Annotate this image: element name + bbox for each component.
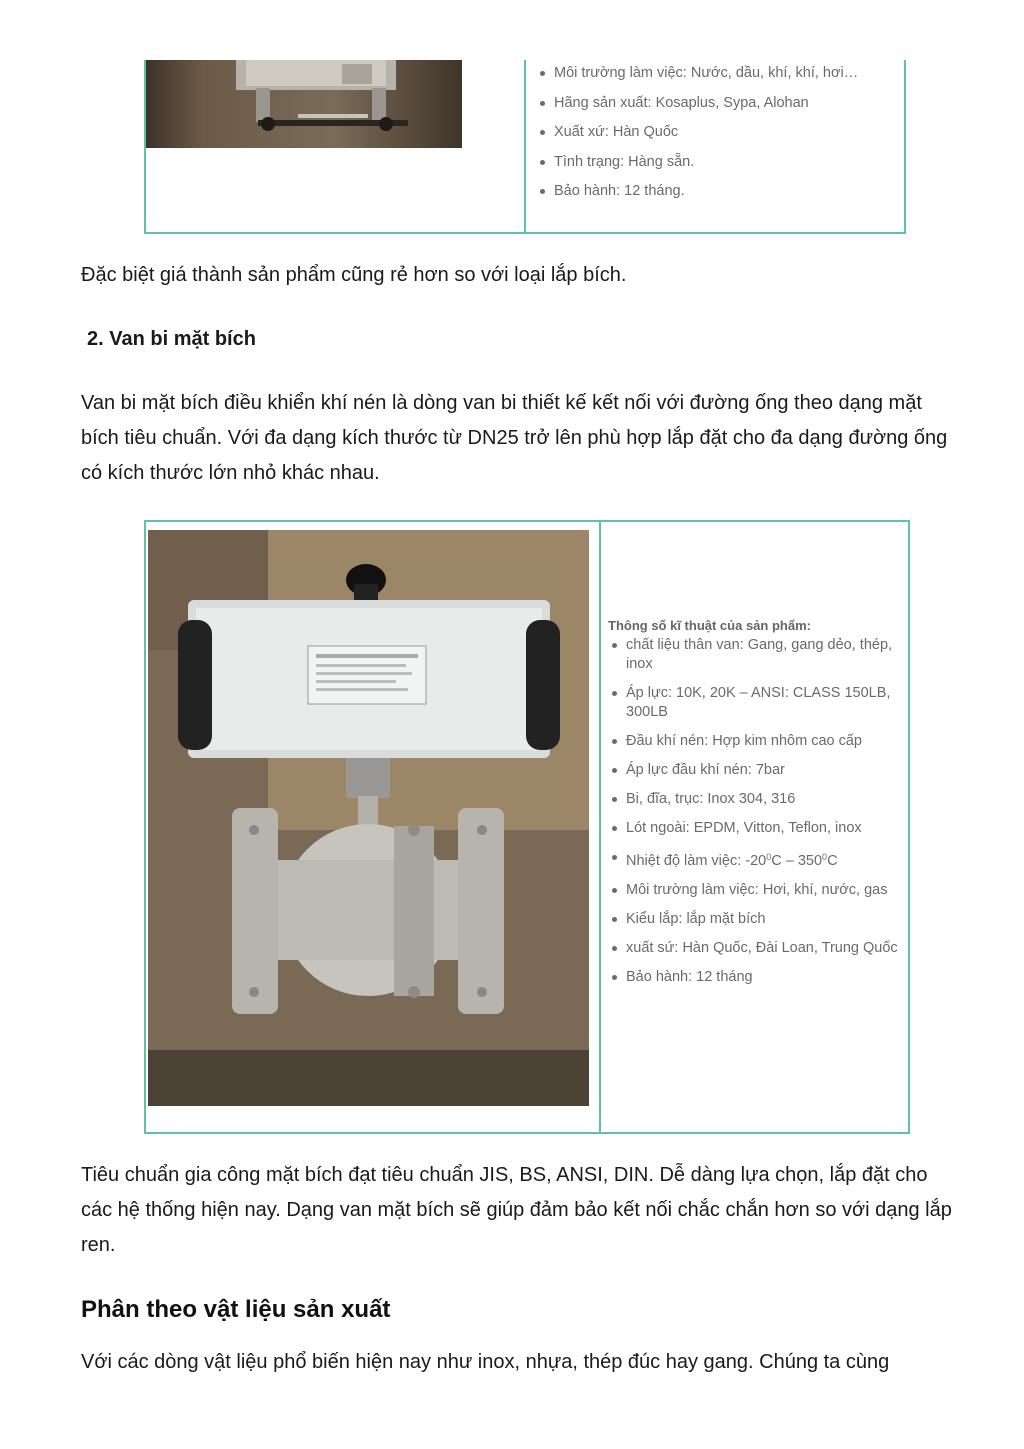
subheading-flange-valve: 2. Van bi mặt bích xyxy=(87,328,256,350)
spec-title: Thông số kĩ thuật của sản phẩm: xyxy=(608,618,811,633)
spec-item: Tình trạng: Hàng sẵn. xyxy=(536,153,896,172)
spec-item-temperature xyxy=(608,848,908,871)
heading-material: Phân theo vật liệu sản xuất xyxy=(81,1296,391,1323)
flange-spec-list xyxy=(608,636,908,987)
flange-spec-container xyxy=(608,618,908,997)
spec-item: chất liệu thân van: Gang, gang dẻo, thép, inox xyxy=(608,636,908,674)
temp-suffix: C xyxy=(827,853,838,869)
card-divider xyxy=(599,522,601,1132)
flange-valve-photo xyxy=(148,530,589,1106)
flange-spec-card xyxy=(144,520,910,1134)
temp-sup-2: 0 xyxy=(822,852,828,862)
card-divider xyxy=(524,60,526,232)
top-spec-card xyxy=(144,60,906,234)
spec-item: xuất sứ: Hàn Quốc, Đài Loan, Trung Quốc xyxy=(608,939,908,958)
spec-item: Hãng sản xuất: Kosaplus, Sypa, Alohan xyxy=(536,94,896,113)
paragraph-standards: Tiêu chuẩn gia công mặt bích đạt tiêu chuẩn JIS, BS, ANSI, DIN. Dễ dàng lựa chọn, lắp đặt cho các hệ thống hiện nay. Dạng van mặt bích sẽ giúp đảm bảo kết nối chắc chắn hơn so với dạng lắp ren. xyxy=(81,1164,952,1256)
top-spec-list-container xyxy=(536,64,896,212)
paragraph-price: Đặc biệt giá thành sản phẩm cũng rẻ hơn so với loại lắp bích. xyxy=(81,264,627,286)
threaded-valve-photo xyxy=(146,60,462,148)
spec-item: Kiểu lắp: lắp mặt bích xyxy=(608,910,908,929)
spec-item: Bảo hành: 12 tháng xyxy=(608,968,908,987)
spec-item: Bi, đĩa, trục: Inox 304, 316 xyxy=(608,790,908,809)
spec-item: Áp lực: 10K, 20K – ANSI: CLASS 150LB, 300LB xyxy=(608,684,908,722)
spec-item: Áp lực đầu khí nén: 7bar xyxy=(608,761,908,780)
spec-item: Xuất xứ: Hàn Quốc xyxy=(536,123,896,142)
spec-item: Môi trường làm việc: Hơi, khí, nước, gas xyxy=(608,881,908,900)
spec-item: Lót ngoài: EPDM, Vitton, Teflon, inox xyxy=(608,819,908,838)
spec-item: Đầu khí nén: Hợp kim nhôm cao cấp xyxy=(608,732,908,751)
spec-item: Môi trường làm việc: Nước, dầu, khí, khí, hơi… xyxy=(536,64,896,83)
temp-sup-1: 0 xyxy=(766,852,772,862)
top-spec-list xyxy=(536,64,896,201)
paragraph-material: Với các dòng vật liệu phổ biến hiện nay như inox, nhựa, thép đúc hay gang. Chúng ta cùng xyxy=(81,1351,890,1373)
spec-item: Bảo hành: 12 tháng. xyxy=(536,182,896,201)
paragraph-flange-intro: Van bi mặt bích điều khiển khí nén là dòng van bi thiết kế kết nối với đường ống theo dạng mặt bích tiêu chuẩn. Với đa dạng kích thước từ DN25 trở lên phù hợp lắp đặt cho đa dạng đường ống có kích thước lớn nhỏ khác nhau. xyxy=(81,392,948,484)
temp-prefix: Nhiệt độ làm việc: -20 xyxy=(626,853,767,869)
temp-mid: C – 350 xyxy=(771,853,823,869)
